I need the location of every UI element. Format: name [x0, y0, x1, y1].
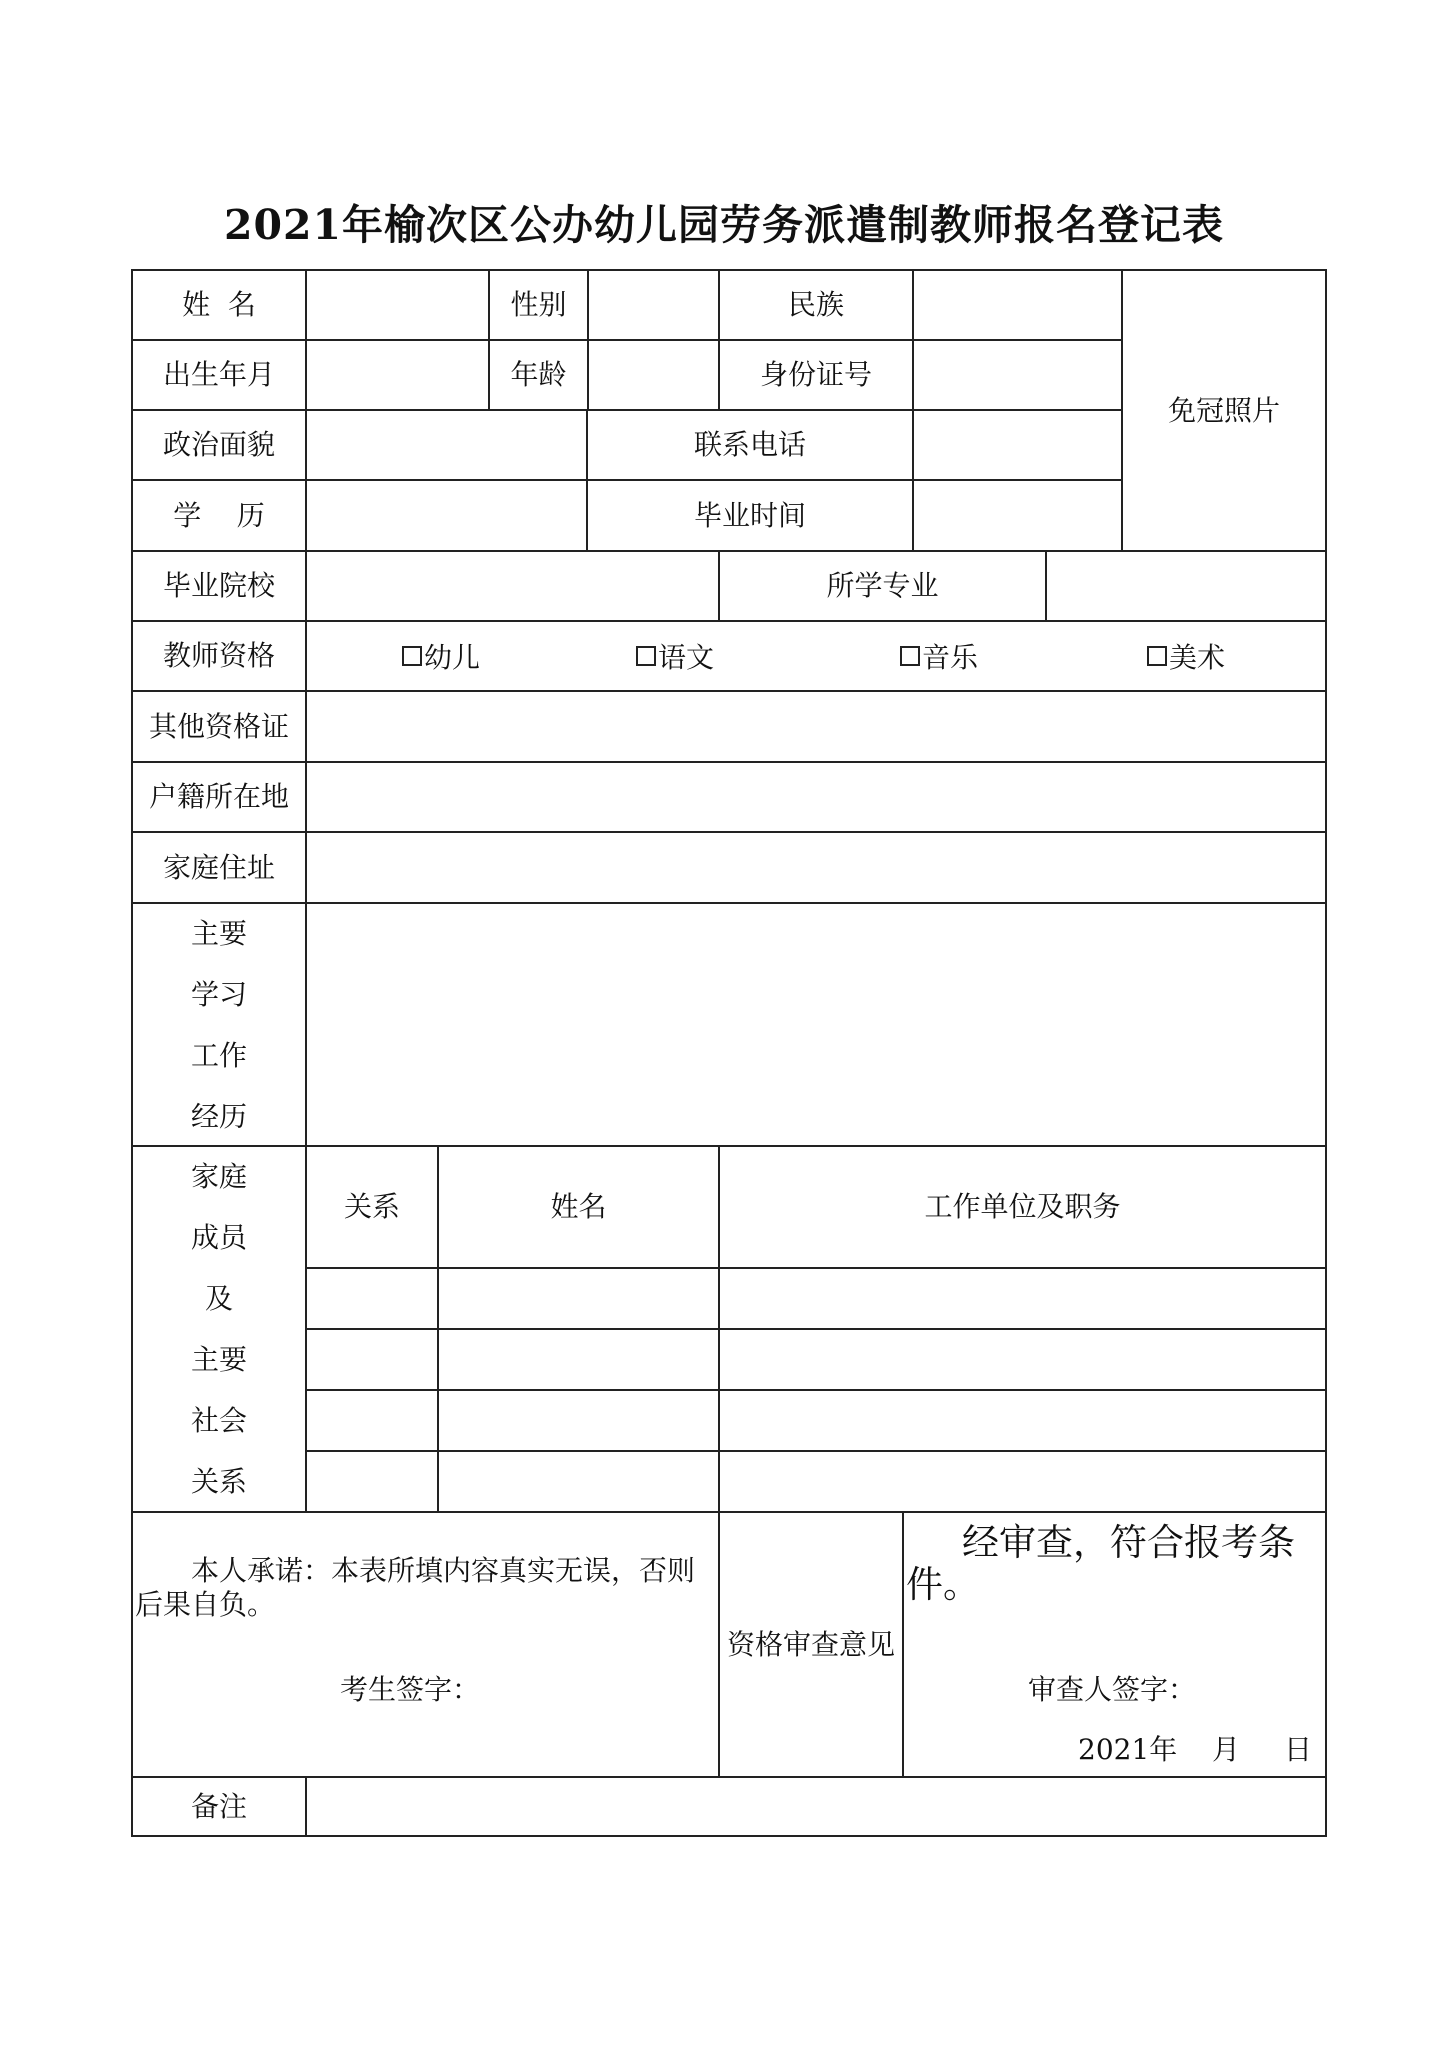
label-address: 家庭住址: [131, 831, 307, 904]
checkbox-icon[interactable]: [900, 646, 920, 666]
experience-label-line: 工作: [190, 1038, 247, 1072]
family-label-line: 成员: [190, 1221, 247, 1254]
option-label: 幼儿: [424, 641, 481, 674]
experience-field[interactable]: [305, 902, 1327, 1147]
label-hukou: 户籍所在地: [131, 761, 307, 833]
reviewer-signature-label: 审查人签字：: [1028, 1673, 1197, 1706]
label-experience: [131, 902, 307, 1147]
option-label: 音乐: [922, 641, 979, 674]
label-phone: 联系电话: [586, 409, 914, 481]
family-row2-name[interactable]: [437, 1328, 720, 1391]
id-number-field[interactable]: [912, 339, 1123, 411]
review-date-year: 2021年: [1078, 1733, 1178, 1766]
checkbox-icon[interactable]: [402, 646, 422, 666]
qualification-option-chinese[interactable]: [636, 636, 714, 676]
label-political: 政治面貌: [131, 409, 307, 481]
option-label: 语文: [658, 641, 715, 674]
candidate-signature-label: 考生签字：: [340, 1673, 481, 1706]
photo-box[interactable]: 免冠照片: [1121, 269, 1327, 552]
option-label: 美术: [1169, 641, 1226, 674]
family-row3-work[interactable]: [718, 1389, 1327, 1452]
qualification-option-music[interactable]: [900, 636, 978, 676]
label-birth: 出生年月: [131, 339, 307, 411]
qualification-option-art[interactable]: [1147, 636, 1225, 676]
family-label-line: 及: [204, 1282, 233, 1315]
family-label-line: 家庭: [190, 1160, 247, 1193]
ethnicity-field[interactable]: [912, 269, 1123, 341]
remarks-field[interactable]: [305, 1776, 1327, 1837]
other-cert-field[interactable]: [305, 690, 1327, 763]
family-row4-name[interactable]: [437, 1450, 720, 1513]
checkbox-icon[interactable]: [636, 646, 656, 666]
family-row3-name[interactable]: [437, 1389, 720, 1452]
label-ethnicity: 民族: [718, 269, 914, 341]
label-other-cert: 其他资格证: [131, 690, 307, 763]
label-remarks: 备注: [131, 1776, 307, 1837]
education-field[interactable]: [305, 479, 588, 552]
checkbox-icon[interactable]: [1147, 646, 1167, 666]
label-school: 毕业院校: [131, 550, 307, 622]
family-row2-relation[interactable]: [305, 1328, 439, 1391]
school-field[interactable]: [305, 550, 720, 622]
label-qualification: 教师资格: [131, 620, 307, 692]
commitment-text: 本人承诺：本表所填内容真实无误，否则后果自负。: [135, 1554, 696, 1621]
birth-field[interactable]: [305, 339, 490, 411]
form-title: 2021年榆次区公办幼儿园劳务派遣制教师报名登记表: [223, 201, 1225, 249]
label-education: 学 历: [131, 479, 307, 552]
family-row3-relation[interactable]: [305, 1389, 439, 1452]
family-header-name: 姓名: [437, 1145, 720, 1269]
phone-field[interactable]: [912, 409, 1123, 481]
hukou-field[interactable]: [305, 761, 1327, 833]
family-header-work: 工作单位及职务: [718, 1145, 1327, 1269]
label-review: 资格审查意见: [718, 1511, 904, 1778]
address-field[interactable]: [305, 831, 1327, 904]
grad-time-field[interactable]: [912, 479, 1123, 552]
experience-label-line: 经历: [190, 1099, 247, 1133]
family-label-line: 社会: [190, 1404, 247, 1437]
gender-field[interactable]: [587, 269, 720, 341]
family-row1-work[interactable]: [718, 1267, 1327, 1330]
political-field[interactable]: [305, 409, 588, 481]
family-header-relation: 关系: [305, 1145, 439, 1269]
family-row4-work[interactable]: [718, 1450, 1327, 1513]
major-field[interactable]: [1045, 550, 1327, 622]
family-label-line: 关系: [190, 1465, 247, 1498]
age-field[interactable]: [587, 339, 720, 411]
review-date-month: 月: [1212, 1733, 1241, 1766]
commitment-cell: [131, 1511, 720, 1778]
family-row2-work[interactable]: [718, 1328, 1327, 1391]
label-grad-time: 毕业时间: [586, 479, 914, 552]
review-opinion: 经审查，符合报考条件。: [906, 1521, 1295, 1606]
experience-label-line: 学习: [190, 977, 247, 1011]
label-major: 所学专业: [718, 550, 1047, 622]
family-row1-name[interactable]: [437, 1267, 720, 1330]
experience-label-line: 主要: [190, 916, 247, 950]
label-family: [131, 1145, 307, 1513]
qualification-option-kindergarten[interactable]: [402, 636, 480, 676]
label-gender: 性别: [488, 269, 589, 341]
label-name: 姓 名: [131, 269, 307, 341]
family-label-line: 主要: [190, 1343, 247, 1376]
review-date-day: 日: [1284, 1733, 1313, 1766]
label-age: 年龄: [488, 339, 589, 411]
family-row4-relation[interactable]: [305, 1450, 439, 1513]
family-row1-relation[interactable]: [305, 1267, 439, 1330]
name-field[interactable]: [305, 269, 490, 341]
label-id-number: 身份证号: [718, 339, 914, 411]
